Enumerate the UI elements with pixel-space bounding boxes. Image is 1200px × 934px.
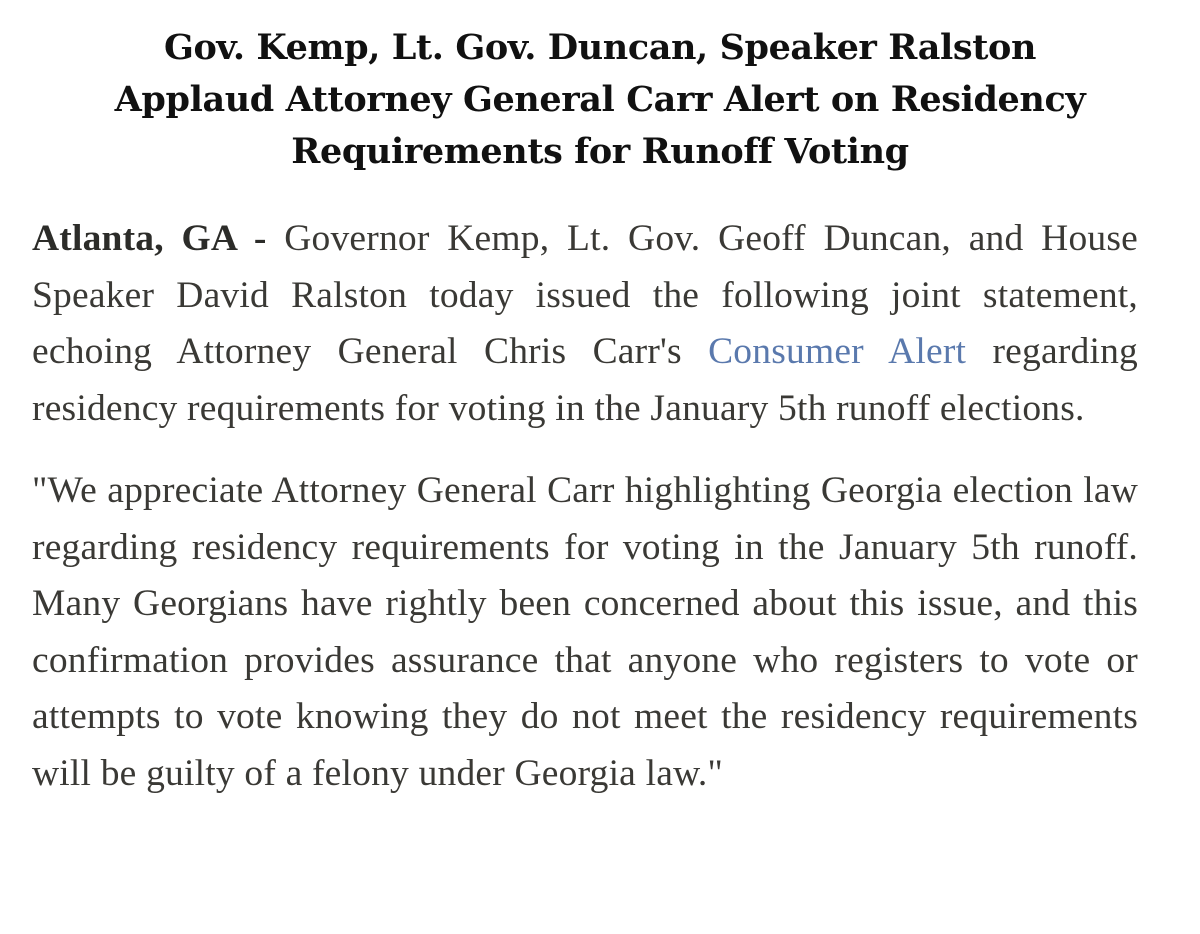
consumer-alert-link[interactable]: Consumer Alert — [708, 331, 967, 372]
dateline: Atlanta, GA - — [32, 218, 267, 259]
intro-text-before-link: Governor Kemp, Lt. Gov. Geoff Duncan, and House Speaker David Ralston today issued the following joint statement, echoing Attorney General Chris Carr's — [32, 218, 1138, 372]
quote-paragraph: "We appreciate Attorney General Carr highlighting Georgia election law regarding residency requirements for voting in the January 5th runoff. Many Georgians have rightly been concerned about this issue, and this confirmation provides assurance that anyone who registers to vote or attempts to vote knowing they do not meet the residency requirements will be guilty of a felony under Georgia law." — [32, 470, 1138, 794]
headline-line-1: Gov. Kemp, Lt. Gov. Duncan, Speaker Ralston — [163, 27, 1036, 68]
headline — [32, 22, 1138, 178]
intro-text-after-link: regarding residency requirements for voting in the January 5th runoff elections. — [32, 331, 1138, 429]
headline-line-3: Requirements for Runoff Voting — [291, 131, 909, 172]
headline-line-2: Applaud Attorney General Carr Alert on Residency — [114, 79, 1086, 120]
intro-paragraph — [32, 211, 1138, 437]
